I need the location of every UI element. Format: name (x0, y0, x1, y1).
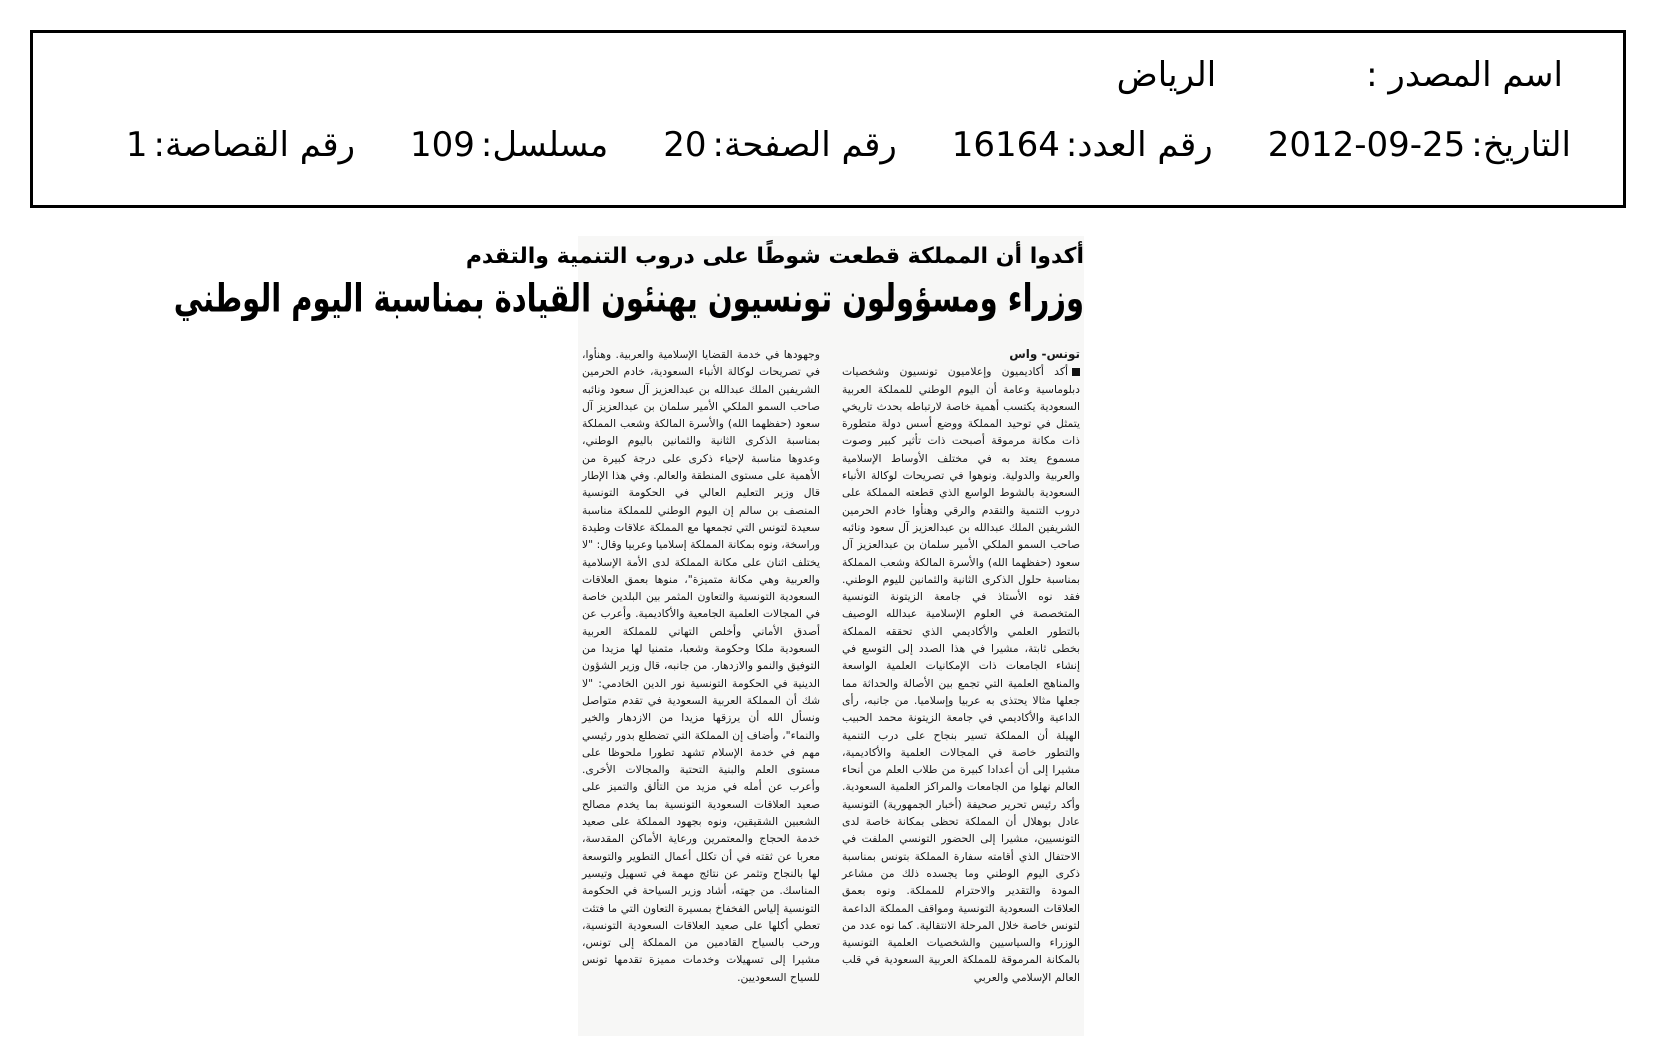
metadata-row (126, 125, 1571, 165)
source-info-box (30, 30, 1626, 208)
clip-number-value: 1 (125, 125, 148, 165)
source-row (1117, 55, 1563, 95)
article-kicker: أكدوا أن المملكة قطعت شوطًا على دروب التنمية والتقدم (465, 244, 1084, 269)
newspaper-clipping (173, 236, 1084, 1036)
date-field (1268, 125, 1571, 165)
article-headline: وزراء ومسؤولون تونسيون يهنئون القيادة بمناسبة اليوم الوطني (173, 275, 1084, 321)
page-label: رقم الصفحة: (712, 125, 897, 165)
issue-label: رقم العدد: (1065, 125, 1213, 165)
article-dateline: تونس- واس (1009, 347, 1080, 361)
date-value: 2012-09-25 (1267, 125, 1466, 165)
serial-field (410, 125, 608, 165)
page-field (663, 125, 897, 165)
clip-number-field (126, 125, 355, 165)
article-column-left (582, 346, 820, 1036)
article-column-2-text: وجهودها في خدمة القضايا الإسلامية والعربية. وهنأوا، في تصريحات لوكالة الأنباء السعودية، خادم الحرمين الشريفين الملك عبدالله بن عبدالعزيز آل سعود ونائبه صاحب السمو الملكي الأمير سلمان بن عبدالعزيز آل سعود (حفظهما الله) والأسرة المالكة وشعب المملكة بمناسبة الذكرى الثانية والثمانين باليوم الوطني، وعدوها مناسبة لإحياء ذكرى على درجة كبيرة من الأهمية على مستوى المنطقة والعالم. وفي هذا الإطار قال وزير التعليم العالي في الحكومة التونسية المنصف بن سالم إن اليوم الوطني للمملكة مناسبة سعيدة لتونس التي تجمعها مع المملكة علاقات وطيدة وراسخة، ونوه بمكانة المملكة إسلاميا وعربيا وقال: "لا يختلف اثنان على مكانة المملكة لدى الأمة الإسلامية والعربية وهي مكانة متميزة"، منوها بعمق العلاقات السعودية التونسية والتعاون المثمر بين البلدين خاصة في المجالات العلمية الجامعية والأكاديمية. وأعرب عن أصدق الأماني وأخلص التهاني للمملكة العربية السعودية ملكا وحكومة وشعبا، متمنيا لها مزيدا من التوفيق والنمو والازدهار. من جانبه، قال وزير الشؤون الدينية في الحكومة التونسية نور الدين الخادمي: "لا شك أن المملكة العربية السعودية في تقدم متواصل ونسأل الله أن يرزقها مزيدا من الازدهار والخير والنماء"، وأضاف إن المملكة التي تضطلع بدور رئيسي مهم في خدمة الإسلام تشهد تطورا ملحوظا على مستوى العلم والبنية التحتية والمجالات الأخرى. وأعرب عن أمله في مزيد من التألق والتميز على صعيد العلاقات السعودية التونسية بما يخدم مصالح الشعبين الشقيقين، ونوه بجهود المملكة على صعيد خدمة الحجاج والمعتمرين ورعاية الأماكن المقدسة، معربا عن ثقته في أن تكلل أعمال التطوير والتوسعة لها بالنجاح وتثمر عن نتائج مهمة في تسهيل وتيسير المناسك. من جهته، أشاد وزير السياحة في الحكومة التونسية إلياس الفخفاخ بمسيرة التعاون التي ما فتئت تعطي أكلها على صعيد العلاقات السعودية التونسية، ورحب بالسياح القادمين من المملكة إلى تونس، مشيرا إلى تسهيلات وخدمات مميزة تقدمها تونس للسياح السعوديين. (582, 348, 820, 984)
article-column-right (842, 346, 1080, 1036)
date-label: التاريخ: (1471, 125, 1571, 165)
clip-number-label: رقم القصاصة: (153, 125, 355, 165)
source-value: الرياض (1116, 55, 1217, 95)
article-column-1-text: أكد أكاديميون وإعلاميون تونسيون وشخصيات دبلوماسية وعامة أن اليوم الوطني للمملكة العربية السعودية يكتسب أهمية خاصة لارتباطه بحدث تاريخي يتمثل في توحيد المملكة ووضع أسس دولة متطورة ذات مكانة مرموقة أصبحت ذات تأثير كبير وصوت مسموع يعتد به في مختلف الأوساط الإسلامية والعربية والدولية. ونوهوا في تصريحات لوكالة الأنباء السعودية بالشوط الواسع الذي قطعته المملكة على دروب التنمية والتقدم والرقي وهنأوا خادم الحرمين الشريفين الملك عبدالله بن عبدالعزيز آل سعود ونائبه صاحب السمو الملكي الأمير سلمان بن عبدالعزيز آل سعود (حفظهما الله) والأسرة المالكة وشعب المملكة بمناسبة حلول الذكرى الثانية والثمانين لليوم الوطني. فقد نوه الأستاذ في جامعة الزيتونة التونسية المتخصصة في العلوم الإسلامية عبدالله الوصيف بالتطور العلمي والأكاديمي الذي تحققه المملكة بخطى ثابتة، مشيرا في هذا الصدد إلى التوسع في إنشاء الجامعات ذات الإمكانيات العلمية الواسعة والمناهج العلمية التي تجمع بين الأصالة والحداثة مما جعلها مثالا يحتذى به عربيا وإسلاميا. من جانبه، رأى الداعية والأكاديمي في جامعة الزيتونة محمد الحبيب الهيلة أن المملكة تسير بنجاح على درب التنمية والتطور خاصة في المجالات العلمية والأكاديمية، مشيرا إلى أن أعدادا كبيرة من طلاب العلم من أنحاء العالم نهلوا من الجامعات والمراكز العلمية السعودية. وأكد رئيس تحرير صحيفة (أخبار الجمهورية) التونسية عادل بوهلال أن المملكة تحظى بمكانة خاصة لدى التونسيين، مشيرا إلى الحضور التونسي الملفت في الاحتفال الذي أقامته سفارة المملكة بتونس بمناسبة ذكرى اليوم الوطني وما يجسده ذلك من مشاعر المودة والتقدير والاحترام للمملكة. ونوه بعمق العلاقات السعودية التونسية ومواقف المملكة الداعمة لتونس خاصة خلال المرحلة الانتقالية. كما نوه عدد من الوزراء والسياسيين والشخصيات العلمية التونسية بالمكانة المرموقة للمملكة العربية السعودية في قلب العالم الإسلامي والعربي (842, 365, 1080, 984)
article-columns (578, 346, 1084, 1036)
page-value: 20 (663, 125, 707, 165)
serial-value: 109 (410, 125, 475, 165)
bullet-square-icon (1072, 368, 1080, 376)
issue-field (952, 125, 1213, 165)
issue-value: 16164 (951, 125, 1060, 165)
serial-label: مسلسل: (480, 125, 609, 165)
source-label: اسم المصدر : (1366, 55, 1563, 95)
